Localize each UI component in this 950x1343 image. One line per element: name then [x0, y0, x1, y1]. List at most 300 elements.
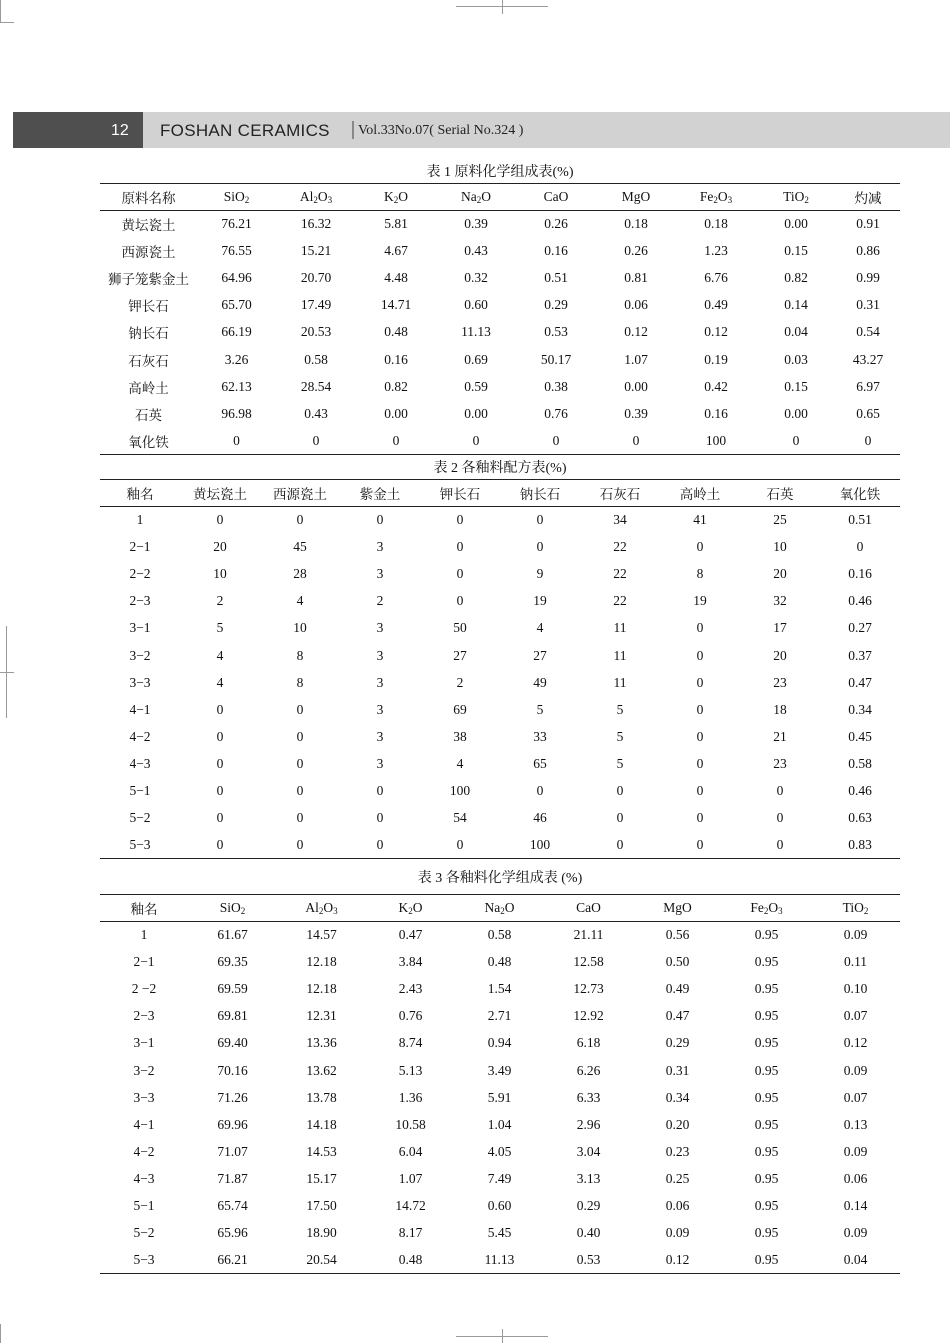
table-cell: 18.90	[306, 1225, 337, 1241]
table-cell: 69.96	[217, 1116, 248, 1132]
table-cell: 5	[616, 755, 624, 771]
table-cell: 0.07	[843, 1089, 868, 1105]
table-row	[100, 400, 900, 427]
table-cell: 0.76	[544, 405, 568, 421]
table-cell: 0.29	[576, 1197, 601, 1213]
table-cell: 0	[216, 728, 224, 744]
table-cell: 0.15	[784, 378, 808, 394]
table-cell: 0.12	[633, 1247, 722, 1274]
table-cell: 0.00	[784, 216, 808, 232]
table-cell: 14.57	[306, 927, 337, 943]
table-cell: 11	[613, 647, 627, 663]
table-cell: 0.95	[754, 954, 779, 970]
table-cell: 1.54	[487, 981, 512, 997]
table-cell: 22	[613, 593, 627, 609]
table-cell: 0.14	[784, 297, 808, 313]
table-cell: 5	[536, 701, 544, 717]
table-cell: 10.58	[395, 1116, 426, 1132]
table-cell: 0.23	[665, 1143, 690, 1159]
table-cell: 6.97	[856, 378, 880, 394]
table-cell: 0	[660, 832, 740, 859]
col-header: CaO	[516, 184, 596, 211]
col-header: MgO	[596, 184, 676, 211]
table-cell: 13.62	[306, 1062, 337, 1078]
table-cell: 23	[773, 755, 787, 771]
table-cell: 0	[216, 701, 224, 717]
table-cell: 17	[773, 620, 787, 636]
table-cell: 0	[296, 755, 304, 771]
table-cell: 0.58	[848, 755, 872, 771]
table-cell: 0.95	[754, 1062, 779, 1078]
table-cell: 4.48	[384, 270, 408, 286]
table-cell: 20.54	[277, 1247, 366, 1274]
table-row	[100, 832, 900, 859]
table-cell: 0.12	[843, 1035, 868, 1051]
col-header: SiO$_2$	[188, 895, 277, 922]
table-row	[100, 373, 900, 400]
table-cell: 0.09	[843, 1062, 868, 1078]
table-row	[100, 346, 900, 373]
table-cell: 20	[773, 647, 787, 663]
table-cell: 8.74	[398, 1035, 423, 1051]
col-header: TiO$_2$	[811, 895, 900, 922]
table-cell: 0.58	[304, 351, 328, 367]
table-cell: 0.00	[464, 405, 488, 421]
table-cell: 0.06	[843, 1170, 868, 1186]
table-row	[100, 922, 900, 949]
table-cell: 14.18	[306, 1116, 337, 1132]
table-cell: 4	[456, 755, 464, 771]
table-cell: 11.13	[455, 1247, 544, 1274]
table-cell: 0.95	[754, 1008, 779, 1024]
table-cell: 12.58	[573, 954, 604, 970]
table-cell: 4	[296, 593, 304, 609]
table-cell: 0.20	[665, 1116, 690, 1132]
table-cell: 0.47	[665, 1008, 690, 1024]
col-header: 黄坛瓷土	[180, 480, 260, 507]
table-cell: 9	[536, 566, 544, 582]
table-cell: 1	[140, 927, 148, 943]
table-cell: 0.69	[464, 351, 488, 367]
table-cell: 0.09	[843, 1143, 868, 1159]
table-cell: 3	[376, 647, 384, 663]
table-cell: 0.95	[754, 1197, 779, 1213]
table-cell: 4−2	[129, 728, 151, 744]
table-cell: 20.53	[300, 324, 332, 340]
table-cell: 3	[376, 539, 384, 555]
table-cell: 0	[436, 427, 516, 454]
table2-title: 表 2 各釉料配方表(%)	[433, 461, 567, 476]
table-row	[100, 642, 900, 669]
table-cell: 0.63	[848, 810, 872, 826]
table-cell: 3	[376, 674, 384, 690]
table-cell: 狮子笼紫金土	[108, 272, 189, 288]
table-cell: 71.26	[217, 1089, 248, 1105]
table-cell: 0.14	[843, 1197, 868, 1213]
table-row	[100, 615, 900, 642]
table-cell: 14.72	[395, 1197, 426, 1213]
table-cell: 0	[856, 539, 864, 555]
table2	[100, 479, 900, 859]
table-cell: 0	[216, 782, 224, 798]
table-cell: 49	[533, 674, 547, 690]
table-cell: 0	[756, 427, 836, 454]
table-cell: 0	[580, 832, 660, 859]
table-cell: 27	[453, 647, 467, 663]
table-cell: 0.00	[624, 378, 648, 394]
table-row	[100, 588, 900, 615]
crop-mark	[502, 0, 503, 14]
table-cell: 70.16	[217, 1062, 248, 1078]
table-cell: 0	[616, 782, 624, 798]
table-cell: 0.48	[384, 324, 408, 340]
table-cell: 3	[376, 728, 384, 744]
table-cell: 5	[616, 728, 624, 744]
table-cell: 5−1	[133, 1197, 155, 1213]
table-cell: 0.54	[856, 324, 880, 340]
table-cell: 0	[296, 512, 304, 528]
table-cell: 0	[197, 427, 276, 454]
table-cell: 100	[500, 832, 580, 859]
table1	[100, 183, 900, 455]
table-cell: 12.31	[306, 1008, 337, 1024]
table-cell: 13.36	[306, 1035, 337, 1051]
table-cell: 0.59	[464, 378, 488, 394]
table-cell: 0	[696, 674, 704, 690]
table-cell: 69.40	[217, 1035, 248, 1051]
table-cell: 0.95	[754, 1035, 779, 1051]
table-cell: 3−3	[129, 674, 151, 690]
journal-name: FOSHAN CERAMICS	[160, 121, 330, 140]
table-row	[100, 427, 900, 454]
table-cell: 0.07	[843, 1008, 868, 1024]
table-cell: 19	[533, 593, 547, 609]
table-cell: 0	[740, 832, 820, 859]
table-row	[100, 1057, 900, 1084]
table-cell: 12.92	[573, 1008, 604, 1024]
col-header: 钾长石	[420, 480, 500, 507]
table-cell: 0.94	[487, 1035, 512, 1051]
col-header: 石灰石	[580, 480, 660, 507]
table-cell: 0.81	[624, 270, 648, 286]
table-cell: 2.43	[398, 981, 423, 997]
table-cell: 0	[776, 782, 784, 798]
table-cell: 0.25	[665, 1170, 690, 1186]
table-header-row	[100, 895, 900, 922]
table-cell: 0.19	[704, 351, 728, 367]
table-cell: 10	[773, 539, 787, 555]
table-cell: 65	[533, 755, 547, 771]
table-cell: 0.40	[576, 1225, 601, 1241]
table-cell: 0.16	[848, 566, 872, 582]
table-cell: 11	[613, 674, 627, 690]
table-cell: 0.11	[843, 954, 868, 970]
table-cell: 0.46	[848, 782, 872, 798]
table-cell: 21	[773, 728, 787, 744]
table-row	[100, 750, 900, 777]
table-cell: 3	[376, 620, 384, 636]
table-cell: 0.29	[544, 297, 568, 313]
table-cell: 38	[453, 728, 467, 744]
table-cell: 64.96	[221, 270, 252, 286]
table-cell: 0.06	[665, 1197, 690, 1213]
crop-mark	[0, 22, 14, 23]
table-cell: 0.18	[704, 216, 728, 232]
table-cell: 石英	[135, 407, 162, 423]
table-cell: 0.47	[398, 927, 423, 943]
table-row	[100, 507, 900, 534]
col-header: 高岭土	[660, 480, 740, 507]
table-cell: 0.26	[544, 216, 568, 232]
table-row	[100, 1165, 900, 1192]
table-cell: 7.49	[487, 1170, 512, 1186]
table-cell: 0.38	[544, 378, 568, 394]
table-cell: 1.04	[487, 1116, 512, 1132]
table-cell: 6.26	[576, 1062, 601, 1078]
table-cell: 0.34	[665, 1089, 690, 1105]
col-header: $Al_2O_3$	[276, 184, 356, 211]
table-cell: 0.42	[704, 378, 728, 394]
table-cell: 3−1	[133, 1035, 155, 1051]
table-cell: 16.32	[300, 216, 332, 232]
table-row	[100, 777, 900, 804]
table-cell: 0	[296, 701, 304, 717]
table-cell: 5−3	[100, 1247, 188, 1274]
table-cell: 0	[696, 539, 704, 555]
table-cell: 0.46	[848, 593, 872, 609]
table-cell: 0.86	[856, 243, 880, 259]
table-row	[100, 211, 900, 238]
table-cell: 65.74	[217, 1197, 248, 1213]
col-header: $Al_2O_3$	[277, 895, 366, 922]
table3-title: 表 3 各釉料化学组成表 (%)	[417, 871, 583, 886]
table-cell: 0.39	[624, 405, 648, 421]
table-cell: 0.99	[856, 270, 880, 286]
volume-info: Vol.33No.07( Serial No.324 )	[358, 123, 524, 138]
table-cell: 3.26	[224, 351, 249, 367]
table-cell: 62.13	[221, 378, 252, 394]
table-cell: 2 −2	[131, 981, 157, 997]
table1-title: 表 1 原料化学组成表(%)	[426, 165, 574, 180]
col-header: 石英	[740, 480, 820, 507]
table-cell: 0.16	[704, 405, 728, 421]
crop-mark	[502, 1329, 503, 1343]
table-row	[100, 976, 900, 1003]
col-header: 釉名	[100, 895, 188, 922]
col-header: SiO$_2$	[197, 184, 276, 211]
table-cell: 54	[453, 810, 467, 826]
table-cell: 96.98	[221, 405, 252, 421]
table-cell: 0.51	[544, 270, 568, 286]
table-cell: 0.45	[848, 728, 872, 744]
table-cell: 0.95	[754, 981, 779, 997]
table-cell: 5.91	[487, 1089, 512, 1105]
table-cell: 0.10	[843, 981, 868, 997]
table-cell: 0.09	[843, 927, 868, 943]
table-cell: 43.27	[852, 351, 884, 367]
table-cell: 0.31	[856, 297, 880, 313]
table-cell: 22	[613, 539, 627, 555]
table-cell: 65.70	[221, 297, 252, 313]
col-header: 灼减	[836, 184, 900, 211]
table-cell: 21.11	[573, 927, 604, 943]
table-cell: 11	[613, 620, 627, 636]
table-cell: 3−2	[133, 1062, 155, 1078]
table-cell: 5−3	[100, 832, 180, 859]
table-cell: 氧化铁	[100, 427, 197, 454]
table-cell: 0	[180, 832, 260, 859]
table-cell: 0	[696, 728, 704, 744]
table-cell: 0.34	[848, 701, 872, 717]
table-cell: 2−1	[129, 539, 151, 555]
table-cell: 4	[216, 674, 224, 690]
table-row	[100, 1138, 900, 1165]
table-cell: 0.09	[665, 1225, 690, 1241]
table-cell: 0.12	[704, 324, 728, 340]
table-cell: 1	[136, 512, 144, 528]
table-cell: 41	[693, 512, 707, 528]
table-cell: 0.15	[784, 243, 808, 259]
table-cell: 23	[773, 674, 787, 690]
table-cell: 钾长石	[128, 299, 169, 315]
table-cell: 2−1	[133, 954, 155, 970]
table-cell: 0.00	[384, 405, 408, 421]
table-cell: 0.43	[464, 243, 488, 259]
table-cell: 3	[376, 755, 384, 771]
table-cell: 100	[449, 782, 471, 798]
table-cell: 5−2	[133, 1225, 155, 1241]
table-cell: 2.96	[576, 1116, 601, 1132]
table-cell: 0	[456, 593, 464, 609]
table-row	[100, 1084, 900, 1111]
table-row	[100, 696, 900, 723]
table-cell: 0.95	[754, 1225, 779, 1241]
table-cell: 0	[516, 427, 596, 454]
table-cell: 0	[696, 620, 704, 636]
table-cell: 3.84	[398, 954, 423, 970]
col-header: 西源瓷土	[260, 480, 340, 507]
col-header: $Fe_2O_3$	[676, 184, 756, 211]
table-cell: 4−3	[133, 1170, 155, 1186]
table-cell: 2	[456, 674, 464, 690]
table-cell: 5.81	[384, 216, 408, 232]
table-cell: 5	[216, 620, 224, 636]
table-cell: 61.67	[217, 927, 248, 943]
table-cell: 3−1	[129, 620, 151, 636]
table-cell: 10	[213, 566, 227, 582]
table-cell: 28	[293, 566, 307, 582]
table-cell: 1.07	[398, 1170, 423, 1186]
table-cell: 5−2	[129, 810, 151, 826]
table-cell: 0.76	[398, 1008, 423, 1024]
table-cell: 0.83	[820, 832, 900, 859]
table-cell: 3−2	[129, 647, 151, 663]
table-cell: 0.13	[843, 1116, 868, 1132]
crop-mark	[0, 0, 1, 22]
table-cell: 5.45	[487, 1225, 512, 1241]
table-cell: 0.37	[848, 647, 872, 663]
table-row	[100, 1030, 900, 1057]
table-cell: 0	[696, 755, 704, 771]
table-cell: 3	[376, 566, 384, 582]
table-cell: 32	[773, 593, 787, 609]
table-cell: 2	[216, 593, 224, 609]
table-cell: 1.23	[704, 243, 728, 259]
table-cell: 5.13	[398, 1062, 423, 1078]
table-cell: 2	[376, 593, 384, 609]
table-cell: 76.55	[221, 243, 252, 259]
table-cell: 3	[376, 701, 384, 717]
table-cell: 69	[453, 701, 467, 717]
table-cell: 0.16	[544, 243, 568, 259]
table-cell: 12.73	[573, 981, 604, 997]
table-cell: 0.04	[811, 1247, 900, 1274]
table-cell: 0	[456, 539, 464, 555]
table-cell: 钠长石	[128, 326, 169, 342]
table-cell: 4−2	[133, 1143, 155, 1159]
table-cell: 3.13	[576, 1170, 601, 1186]
col-header: $Na_2O$	[455, 895, 544, 922]
crop-mark	[0, 1324, 1, 1343]
col-header: MgO	[633, 895, 722, 922]
table-cell: 0.06	[624, 297, 648, 313]
table-cell: 20	[213, 539, 227, 555]
table-cell: 1.07	[624, 351, 648, 367]
table-cell: 15.17	[306, 1170, 337, 1186]
table-cell: 4	[216, 647, 224, 663]
col-header: TiO$_2$	[756, 184, 836, 211]
table-cell: 0.03	[784, 351, 808, 367]
table-cell: 0	[296, 728, 304, 744]
table-cell: 0.48	[487, 954, 512, 970]
col-header: 原料名称	[100, 184, 197, 211]
table-cell: 2−2	[129, 566, 151, 582]
col-header: $Fe_2O_3$	[722, 895, 811, 922]
table-cell: 0.50	[665, 954, 690, 970]
table-cell: 0.82	[784, 270, 808, 286]
table-cell: 6.33	[576, 1089, 601, 1105]
table-row	[100, 805, 900, 832]
table-cell: 6.18	[576, 1035, 601, 1051]
table-cell: 5	[616, 701, 624, 717]
table-cell: 0.95	[754, 1116, 779, 1132]
table-cell: 0	[216, 810, 224, 826]
table-cell: 8.17	[398, 1225, 423, 1241]
table-cell: 0.00	[784, 405, 808, 421]
table-cell: 0	[420, 832, 500, 859]
table-cell: 65.96	[217, 1225, 248, 1241]
table-cell: 0	[536, 512, 544, 528]
table-cell: 0.18	[624, 216, 648, 232]
table-row	[100, 238, 900, 265]
table-row	[100, 292, 900, 319]
table-row	[100, 319, 900, 346]
table-cell: 0	[356, 427, 436, 454]
table-cell: 0.60	[464, 297, 488, 313]
table-cell: 3.04	[576, 1143, 601, 1159]
table-cell: 14.53	[306, 1143, 337, 1159]
table-cell: 69.81	[217, 1008, 248, 1024]
table-cell: 4−1	[133, 1116, 155, 1132]
table-cell: 石灰石	[128, 353, 169, 369]
table-cell: 0	[376, 810, 384, 826]
table-cell: 18	[773, 701, 787, 717]
table-cell: 0.29	[665, 1035, 690, 1051]
table-cell: 76.21	[221, 216, 252, 232]
table-cell: 0	[216, 512, 224, 528]
col-header: $K_2O$	[356, 184, 436, 211]
table-cell: 0.31	[665, 1062, 690, 1078]
